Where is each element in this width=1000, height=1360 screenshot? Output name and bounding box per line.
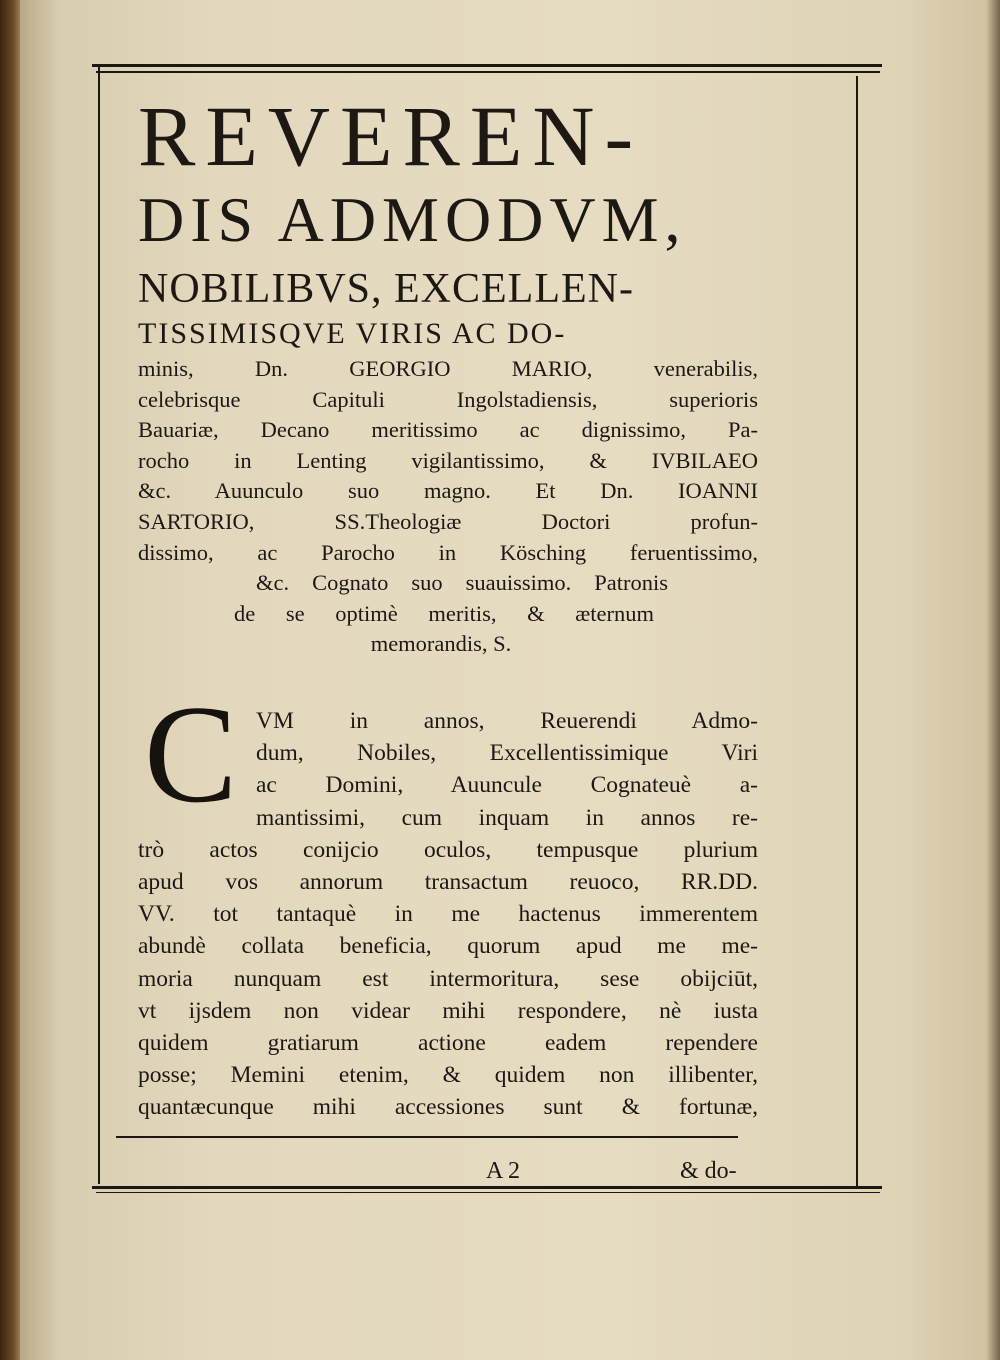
heading-line-4: TISSIMISQVE VIRIS AC DO- (138, 317, 567, 350)
letter-line: ac Domini, Auuncule Cognateuè a- (256, 772, 758, 799)
letter-line: VV. tot tantaquè in me hactenus immerentem (138, 901, 758, 928)
dedication-line: rocho in Lenting vigilantissimo, & IVBILAEO (138, 447, 758, 473)
left-border (98, 66, 100, 1184)
dedication-line: minis, Dn. GEORGIO MARIO, venerabilis, (138, 356, 758, 381)
signature-mark: A 2 (486, 1158, 521, 1184)
letter-line: posse; Memini etenim, & quidem non illibenter, (138, 1062, 758, 1089)
letter-line: vt ijsdem non videar mihi respondere, nè iusta (138, 997, 758, 1024)
bottom-rule (92, 1186, 882, 1189)
book-page (20, 0, 1000, 1360)
dedication-line: dissimo, ac Parocho in Kösching feruentissimo, (138, 539, 758, 565)
bottom-text-rule (116, 1136, 738, 1138)
book-spine (0, 0, 22, 1360)
heading-line-3: NOBILIBVS, EXCELLEN- (138, 266, 634, 312)
dedication-line: SARTORIO, SS.Theologiæ Doctori profun- (138, 508, 758, 534)
letter-line: VM in annos, Reuerendi Admo- (256, 708, 758, 734)
dedication-line: &c. Auunculo suo magno. Et Dn. IOANNI (138, 478, 758, 504)
dedication-block (138, 354, 758, 660)
letter-line: abundè collata beneficia, quorum apud me me- (138, 933, 758, 960)
letter-line: apud vos annorum transactum reuoco, RR.DD. (138, 869, 758, 896)
dedication-line: memorandis, S. (370, 631, 512, 657)
top-rule (92, 64, 882, 67)
letter-line: mantissimi, cum inquam in annos re- (256, 804, 758, 831)
right-border (856, 76, 858, 1186)
top-rule-inner (96, 71, 880, 73)
letter-body (138, 705, 758, 1124)
letter-line: trò actos conijcio oculos, tempusque plurium (138, 836, 758, 863)
letter-line: quidem gratiarum actione eadem rependere (138, 1030, 758, 1057)
letter-line: moria nunquam est intermoritura, sese obijciūt, (138, 965, 758, 992)
letter-line: dum, Nobiles, Excellentissimique Viri (256, 740, 758, 767)
dedication-line: Bauariæ, Decano meritissimo ac dignissimo, Pa- (138, 417, 758, 443)
dedication-line: de se optimè meritis, & æternum (234, 600, 654, 626)
bottom-rule-inner (96, 1192, 880, 1193)
catchword: & do- (680, 1158, 737, 1184)
heading-line-1: REVEREN- (138, 88, 644, 184)
letter-line: quantæcunque mihi accessiones sunt & fortunæ, (138, 1094, 758, 1121)
heading-line-2: DIS ADMODVM, (138, 184, 687, 255)
drop-cap: C (144, 677, 238, 832)
dedication-line: celebrisque Capituli Ingolstadiensis, superioris (138, 386, 758, 412)
dedication-line: &c. Cognato suo suauissimo. Patronis (256, 570, 668, 596)
